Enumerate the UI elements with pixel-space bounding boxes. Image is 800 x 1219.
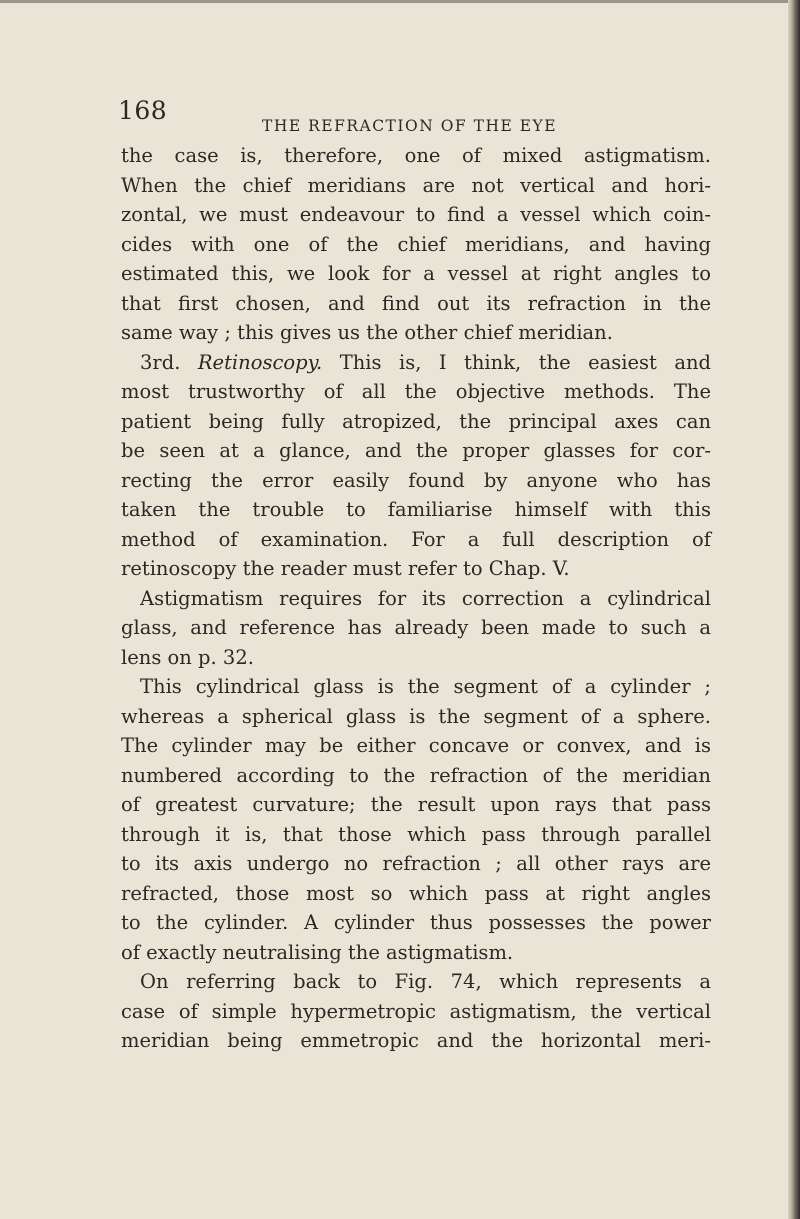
- text-line: estimated this, we look for a vessel at right angles to: [121, 262, 711, 285]
- text-line: the case is, therefore, one of mixed astigmatism.: [121, 144, 711, 167]
- italic-heading: Retinoscopy.: [197, 350, 323, 374]
- page-edge-shadow: [788, 0, 800, 1219]
- text-line: This cylindrical glass is the segment of a cylinder ;: [140, 675, 711, 698]
- text-line: numbered according to the refraction of the meridian: [121, 763, 711, 787]
- text-run: This is, I think, the easiest and: [322, 350, 711, 374]
- text-line: case of simple hypermetropic astigmatism, the vertical: [121, 999, 711, 1023]
- text-line: method of examination. For a full description of: [121, 527, 711, 551]
- body-text: [121, 141, 711, 1056]
- text-line: cides with one of the chief meridians, and having: [121, 232, 711, 256]
- text-line: When the chief meridians are not vertical and hori-: [121, 173, 711, 197]
- text-line: to the cylinder. A cylinder thus possesses the power: [121, 911, 711, 934]
- page-number: 168: [118, 96, 168, 125]
- text-line: most trustworthy of all the objective methods. The: [121, 380, 711, 403]
- text-line: The cylinder may be either concave or convex, and is: [121, 734, 711, 757]
- text-line: through it is, that those which pass through parallel: [121, 822, 711, 846]
- text-line: whereas a spherical glass is the segment of a sphere.: [121, 704, 711, 728]
- text-line: glass, and reference has already been made to such a: [121, 616, 711, 639]
- text-line: that first chosen, and find out its refraction in the: [121, 291, 711, 315]
- text-line: recting the error easily found by anyone who has: [121, 468, 711, 492]
- text-line: be seen at a glance, and the proper glasses for cor-: [121, 439, 711, 462]
- text-line: lens on p. 32.: [121, 645, 254, 669]
- text-line: zontal, we must endeavour to find a vessel which coin-: [121, 203, 711, 226]
- text-run: 3rd.: [140, 350, 198, 374]
- text-line: same way ; this gives us the other chief meridian.: [121, 321, 613, 344]
- text-line: of greatest curvature; the result upon rays that pass: [121, 793, 711, 816]
- text-line: On referring back to Fig. 74, which represents a: [140, 970, 711, 993]
- top-rule: [0, 0, 790, 3]
- text-line: taken the trouble to familiarise himself with this: [121, 498, 711, 521]
- text-line: refracted, those most so which pass at right angles: [121, 881, 711, 905]
- text-line: retinoscopy the reader must refer to Chap. V.: [121, 557, 570, 580]
- text-line: patient being fully atropized, the principal axes can: [121, 409, 711, 433]
- text-line: of exactly neutralising the astigmatism.: [121, 940, 514, 964]
- text-line: Astigmatism requires for its correction a cylindrical: [140, 586, 711, 610]
- text-line: to its axis undergo no refraction ; all other rays are: [121, 852, 711, 875]
- text-line: meridian being emmetropic and the horizontal meri-: [121, 1029, 711, 1052]
- text-line-retinoscopy: [121, 348, 711, 378]
- running-head: THE REFRACTION OF THE EYE: [262, 117, 558, 135]
